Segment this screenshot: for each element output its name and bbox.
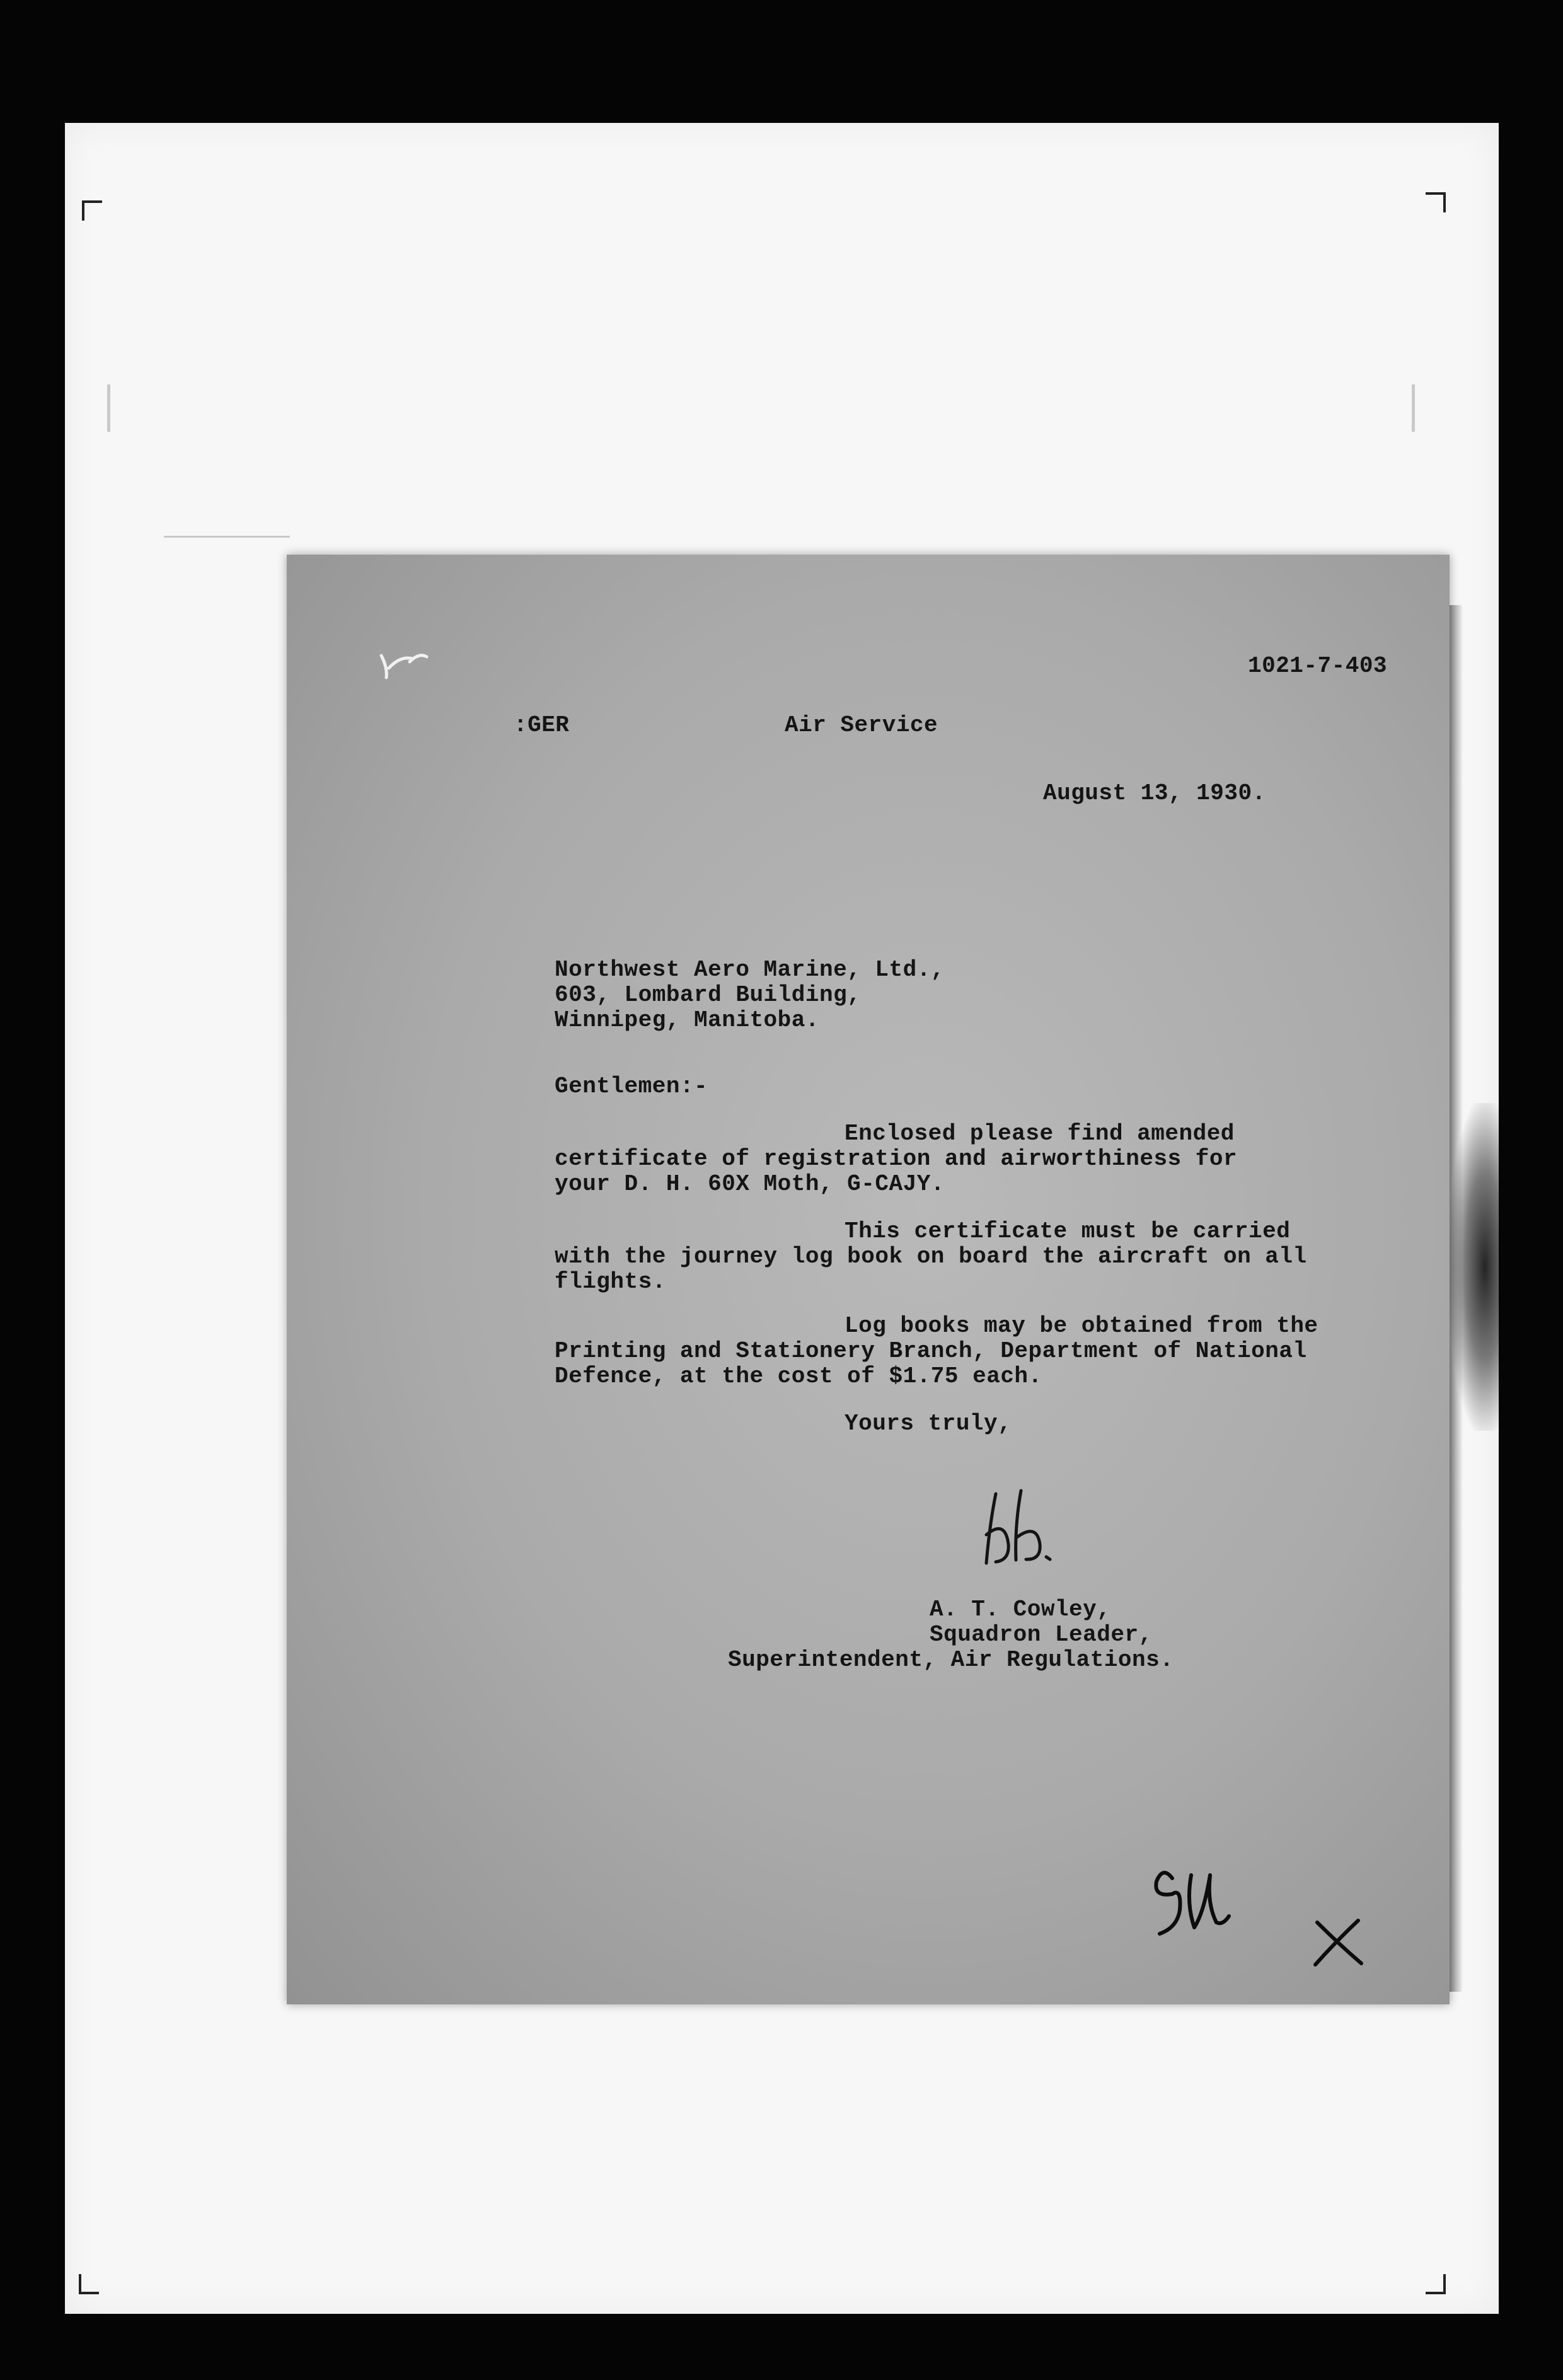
body-line: flights. (555, 1269, 666, 1295)
faint-bracket-left (107, 384, 110, 432)
handwritten-page-number (1147, 1853, 1260, 1941)
signature-line: A. T. Cowley, (930, 1597, 1111, 1622)
salutation: Gentlemen:- (555, 1073, 708, 1099)
address-line: Winnipeg, Manitoba. (555, 1007, 819, 1033)
edge-smudge (1450, 1103, 1500, 1431)
letter-sheet (287, 555, 1450, 2004)
department-heading: Air Service (785, 712, 938, 738)
handwritten-tick-mark (375, 643, 432, 687)
faint-rule (164, 536, 290, 538)
body-line: Defence, at the cost of $1.75 each. (555, 1363, 1042, 1389)
signature-line: Superintendent, Air Regulations. (728, 1647, 1174, 1673)
crop-mark-bottom-right (1426, 2274, 1446, 2294)
crop-mark-bottom-left (79, 2274, 99, 2294)
crop-mark-top-right (1426, 192, 1446, 212)
letter-date: August 13, 1930. (1043, 780, 1266, 806)
typist-reference: :GER (514, 712, 570, 738)
signature-line: Squadron Leader, (930, 1622, 1153, 1648)
body-line: your D. H. 60X Moth, G-CAJY. (555, 1171, 945, 1197)
address-line: 603, Lombard Building, (555, 982, 862, 1008)
body-line: with the journey log book on board the aircraft on all (555, 1244, 1307, 1269)
body-line: Printing and Stationery Branch, Department of National (555, 1338, 1307, 1364)
closing: Yours truly, (845, 1411, 1012, 1436)
handwritten-initials (971, 1481, 1065, 1576)
address-line: Northwest Aero Marine, Ltd., (555, 957, 945, 983)
body-line: Enclosed please find amended (845, 1121, 1235, 1147)
faint-bracket-right (1412, 384, 1415, 432)
body-line: certificate of registration and airworthiness for (555, 1146, 1238, 1172)
file-number: 1021-7-403 (1248, 653, 1388, 679)
crop-mark-top-left (82, 200, 102, 221)
body-line: Log books may be obtained from the (845, 1313, 1318, 1339)
body-line: This certificate must be carried (845, 1218, 1291, 1244)
handwritten-x-mark (1308, 1913, 1371, 1970)
